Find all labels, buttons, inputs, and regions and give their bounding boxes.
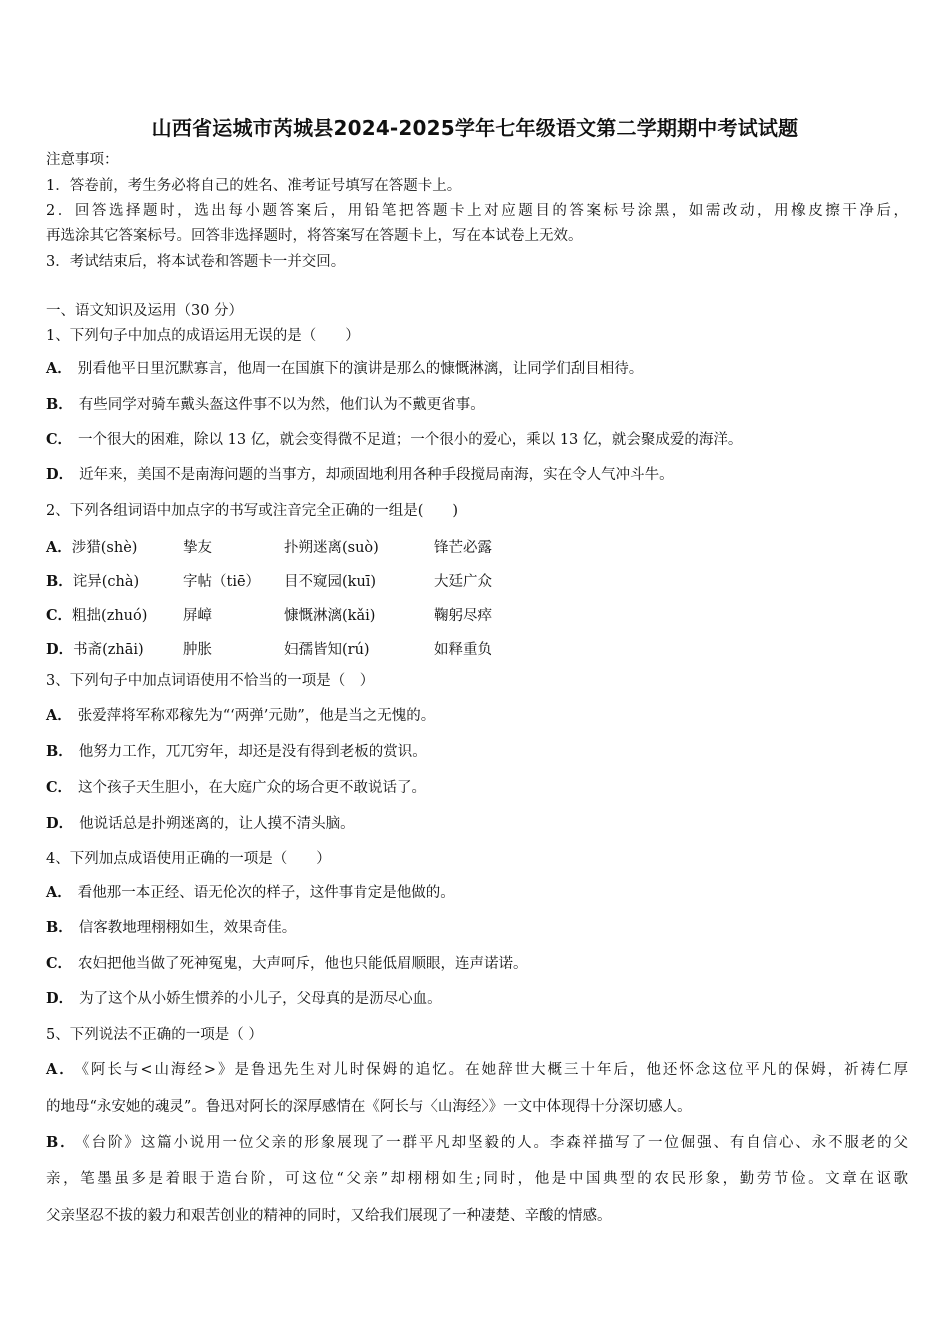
option-label: D． bbox=[46, 815, 74, 832]
option-label: B． bbox=[46, 1134, 77, 1151]
notice-item: 1．答卷前，考生务必将自己的姓名、准考证号填写在答题卡上。 bbox=[46, 178, 462, 194]
option-cell: 屏嶂 bbox=[183, 608, 212, 624]
option-d bbox=[46, 990, 442, 1008]
option-b-continued: 父亲坚忍不拔的毅力和艰苦创业的精神的同时，又给我们展现了一种凄楚、辛酸的情感。 bbox=[46, 1208, 612, 1224]
option-label: B． bbox=[46, 396, 73, 413]
option-text: 《台阶》这篇小说用一位父亲的形象展现了一群平凡却坚毅的人。李森祥描写了一位倔强、有自信心、永不服老的父 bbox=[82, 1135, 908, 1151]
option-b bbox=[46, 1134, 908, 1152]
option-c bbox=[46, 431, 742, 449]
option-text: 粗拙(zhuó) bbox=[72, 608, 148, 624]
option-cell: 妇孺皆知(rú) bbox=[284, 642, 370, 658]
option-cell: 如释重负 bbox=[434, 642, 492, 658]
option-text: 诧异(chà) bbox=[72, 574, 140, 590]
option-cell bbox=[46, 536, 137, 557]
option-label: B． bbox=[46, 573, 73, 590]
option-cell bbox=[46, 638, 144, 659]
option-label: A． bbox=[46, 707, 72, 724]
option-a-continued: 的地母“永安她的魂灵”。鲁迅对阿长的深厚感情在《阿长与〈山海经〉》一文中体现得十分深切感人。 bbox=[46, 1099, 692, 1115]
option-d bbox=[46, 466, 674, 484]
question-stem: 4、下列加点成语使用正确的一项是（ ） bbox=[46, 851, 331, 867]
option-label: A． bbox=[46, 539, 72, 556]
option-label: D． bbox=[46, 466, 74, 483]
option-cell: 目不窥园(kuī) bbox=[284, 574, 377, 590]
option-label: B． bbox=[46, 743, 73, 760]
option-a bbox=[46, 360, 643, 378]
option-label: C． bbox=[46, 779, 73, 796]
notice-item: 3．考试结束后，将本试卷和答题卡一并交回。 bbox=[46, 254, 346, 270]
question-stem: 2、下列各组词语中加点字的书写或注音完全正确的一组是( ) bbox=[46, 503, 459, 519]
option-text: 这个孩子天生胆小，在大庭广众的场合更不敢说话了。 bbox=[78, 780, 427, 796]
option-label: C． bbox=[46, 955, 73, 972]
option-cell: 鞠躬尽瘁 bbox=[434, 608, 492, 624]
option-b bbox=[46, 396, 485, 414]
option-cell: 字帖（tiē） bbox=[183, 574, 261, 590]
option-a bbox=[46, 1061, 908, 1079]
option-text: 近年来，美国不是南海问题的当事方，却顽固地利用各种手段搅局南海，实在令人气冲斗牛。 bbox=[79, 467, 674, 483]
notice-heading: 注意事项： bbox=[46, 152, 119, 168]
option-text: 他说话总是扑朔迷离的，让人摸不清头脑。 bbox=[79, 816, 355, 832]
question-stem: 3、下列句子中加点词语使用不恰当的一项是（ ） bbox=[46, 673, 375, 689]
option-text: 看他那一本正经、语无伦次的样子，这件事肯定是他做的。 bbox=[77, 885, 455, 901]
option-label: C． bbox=[46, 607, 73, 624]
option-a bbox=[46, 884, 455, 902]
notice-item: 2．回答选择题时，选出每小题答案后，用铅笔把答题卡上对应题目的答案标号涂黑，如需改动，用橡皮擦干净后， bbox=[46, 203, 908, 219]
option-d bbox=[46, 815, 355, 833]
section-heading: 一、语文知识及运用（30 分） bbox=[46, 303, 244, 319]
option-text: 有些同学对骑车戴头盔这件事不以为然，他们认为不戴更省事。 bbox=[78, 397, 485, 413]
option-cell: 扑朔迷离(suò) bbox=[284, 540, 379, 556]
option-text: 他努力工作，兀兀穷年，却还是没有得到老板的赏识。 bbox=[78, 744, 427, 760]
option-cell: 慷慨淋漓(kǎi) bbox=[284, 608, 376, 624]
option-text: 信客教地理栩栩如生，效果奇佳。 bbox=[78, 920, 297, 936]
option-cell: 挚友 bbox=[183, 540, 212, 556]
option-text: 为了这个从小娇生惯养的小儿子，父母真的是沥尽心血。 bbox=[79, 991, 442, 1007]
option-label: A． bbox=[46, 884, 72, 901]
option-text: 张爱萍将军称邓稼先为“‘两弹’元勋”，他是当之无愧的。 bbox=[77, 708, 436, 724]
option-text: 《阿长与<山海经>》是鲁迅先生对儿时保姆的追忆。在她辞世大概三十年后，他还怀念这位平凡的保姆，祈祷仁厚 bbox=[81, 1062, 908, 1078]
option-b bbox=[46, 743, 427, 761]
option-label: C． bbox=[46, 431, 73, 448]
option-d bbox=[46, 638, 606, 656]
option-c bbox=[46, 779, 426, 797]
option-cell: 大廷广众 bbox=[434, 574, 492, 590]
option-cell bbox=[46, 604, 147, 625]
option-text: 一个很大的困难，除以 13 亿，就会变得微不足道；一个很小的爱心，乘以 13 亿，就会聚成爱的海洋。 bbox=[78, 432, 743, 448]
option-c bbox=[46, 604, 606, 622]
option-label: D． bbox=[46, 990, 74, 1007]
option-a bbox=[46, 536, 606, 554]
notice-item: 再选涂其它答案标号。回答非选择题时，将答案写在答题卡上，写在本试卷上无效。 bbox=[46, 228, 583, 244]
option-label: A． bbox=[46, 360, 72, 377]
option-text: 农妇把他当做了死神冤鬼，大声呵斥，他也只能低眉顺眼，连声诺诺。 bbox=[78, 956, 528, 972]
question-stem: 5、下列说法不正确的一项是（ ） bbox=[46, 1027, 263, 1043]
option-b bbox=[46, 570, 606, 588]
option-cell: 肿胀 bbox=[183, 642, 212, 658]
question-stem: 1、下列句子中加点的成语运用无误的是（ ） bbox=[46, 328, 360, 344]
option-label: B． bbox=[46, 919, 73, 936]
option-a bbox=[46, 707, 435, 725]
option-text: 涉猎(shè) bbox=[71, 540, 138, 556]
option-text: 别看他平日里沉默寡言，他周一在国旗下的演讲是那么的慷慨淋漓，让同学们刮目相待。 bbox=[77, 361, 644, 377]
option-b-continued: 亲，笔墨虽多是着眼于造台阶，可这位“父亲”却栩栩如生;同时，他是中国典型的农民形象，勤劳节俭。文章在讴歌 bbox=[46, 1171, 908, 1187]
option-cell: 锋芒必露 bbox=[434, 540, 492, 556]
option-label: D． bbox=[46, 641, 74, 658]
option-text: 书斋(zhāi) bbox=[73, 642, 144, 658]
option-label: A． bbox=[46, 1061, 76, 1078]
option-b bbox=[46, 919, 296, 937]
page-title: 山西省运城市芮城县2024-2025学年七年级语文第二学期期中考试试题 bbox=[151, 116, 799, 140]
option-cell bbox=[46, 570, 139, 591]
option-c bbox=[46, 955, 528, 973]
